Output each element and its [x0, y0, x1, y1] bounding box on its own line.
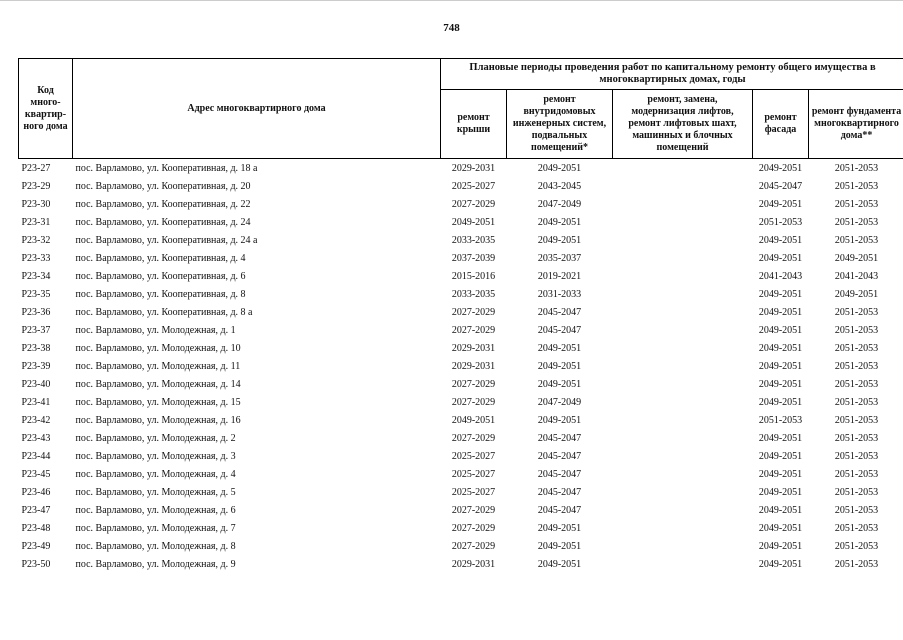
header-roof-repair: ремонт крыши	[441, 90, 507, 159]
address-cell: пос. Варламово, ул. Кооперативная, д. 24 а	[75, 234, 258, 246]
table-row	[19, 537, 903, 555]
facade-period-cell: 2049-2051	[758, 558, 803, 570]
elevators-period-cell	[613, 303, 753, 321]
house-code-cell: Р23-33	[21, 252, 51, 264]
roof-period-cell: 2025-2027	[451, 180, 496, 192]
elevators-period-cell	[613, 195, 753, 213]
facade-period-cell: 2049-2051	[758, 342, 803, 354]
table-row	[19, 447, 903, 465]
house-code-cell: Р23-42	[21, 414, 51, 426]
address-cell: пос. Варламово, ул. Молодежная, д. 5	[75, 486, 236, 498]
table-row	[19, 195, 903, 213]
foundation-period-cell: 2049-2051	[834, 288, 879, 300]
foundation-period-cell: 2051-2053	[834, 324, 879, 336]
elevators-period-cell	[613, 447, 753, 465]
foundation-period-cell: 2051-2053	[834, 162, 879, 174]
table-row	[19, 393, 903, 411]
foundation-period-cell: 2051-2053	[834, 360, 879, 372]
systems-period-cell: 2049-2051	[537, 558, 582, 570]
house-code-cell: Р23-36	[21, 306, 51, 318]
roof-period-cell: 2027-2029	[451, 432, 496, 444]
foundation-period-cell: 2051-2053	[834, 180, 879, 192]
header-address: Адрес многоквартирного дома	[73, 59, 441, 159]
systems-period-cell: 2047-2049	[537, 396, 582, 408]
capital-repair-schedule-table	[18, 58, 903, 573]
roof-period-cell: 2049-2051	[451, 216, 496, 228]
house-code-cell: Р23-48	[21, 522, 51, 534]
house-code-cell: Р23-47	[21, 504, 51, 516]
foundation-period-cell: 2051-2053	[834, 468, 879, 480]
roof-period-cell: 2033-2035	[451, 288, 496, 300]
foundation-period-cell: 2051-2053	[834, 198, 879, 210]
address-cell: пос. Варламово, ул. Кооперативная, д. 18 а	[75, 162, 258, 174]
facade-period-cell: 2049-2051	[758, 468, 803, 480]
foundation-period-cell: 2051-2053	[834, 558, 879, 570]
roof-period-cell: 2027-2029	[451, 522, 496, 534]
address-cell: пос. Варламово, ул. Молодежная, д. 9	[75, 558, 236, 570]
systems-period-cell: 2045-2047	[537, 468, 582, 480]
elevators-period-cell	[613, 375, 753, 393]
house-code-cell: Р23-43	[21, 432, 51, 444]
header-systems-repair: ремонт внутридомовых инженерных систем, подвальных помещений*	[507, 90, 613, 159]
systems-period-cell: 2049-2051	[537, 342, 582, 354]
roof-period-cell: 2029-2031	[451, 360, 496, 372]
page-top-edge	[0, 0, 903, 1]
table-row	[19, 231, 903, 249]
header-elevators-repair: ремонт, замена, модернизация лифтов, ремонт лифтовых шахт, машинных и блочных помещений	[613, 90, 753, 159]
facade-period-cell: 2049-2051	[758, 504, 803, 516]
page-number: 748	[443, 22, 460, 34]
table-row	[19, 339, 903, 357]
address-cell: пос. Варламово, ул. Кооперативная, д. 6	[75, 270, 246, 282]
table-row	[19, 303, 903, 321]
table-row	[19, 411, 903, 429]
address-cell: пос. Варламово, ул. Молодежная, д. 1	[75, 324, 236, 336]
table-row	[19, 501, 903, 519]
facade-period-cell: 2049-2051	[758, 540, 803, 552]
facade-period-cell: 2049-2051	[758, 396, 803, 408]
elevators-period-cell	[613, 357, 753, 375]
house-code-cell: Р23-41	[21, 396, 51, 408]
address-cell: пос. Варламово, ул. Молодежная, д. 6	[75, 504, 236, 516]
table-row	[19, 357, 903, 375]
roof-period-cell: 2049-2051	[451, 414, 496, 426]
roof-period-cell: 2015-2016	[451, 270, 496, 282]
foundation-period-cell: 2051-2053	[834, 432, 879, 444]
elevators-period-cell	[613, 339, 753, 357]
facade-period-cell: 2049-2051	[758, 306, 803, 318]
foundation-period-cell: 2051-2053	[834, 234, 879, 246]
elevators-period-cell	[613, 501, 753, 519]
foundation-period-cell: 2051-2053	[834, 486, 879, 498]
systems-period-cell: 2043-2045	[537, 180, 582, 192]
systems-period-cell: 2045-2047	[537, 432, 582, 444]
address-cell: пос. Варламово, ул. Молодежная, д. 4	[75, 468, 236, 480]
header-planned-periods: Плановые периоды проведения работ по капитальному ремонту общего имущества в многоквартирных домах, годы	[441, 59, 903, 90]
foundation-period-cell: 2051-2053	[834, 216, 879, 228]
table-row	[19, 249, 903, 267]
table-row	[19, 321, 903, 339]
systems-period-cell: 2049-2051	[537, 540, 582, 552]
house-code-cell: Р23-27	[21, 162, 51, 174]
systems-period-cell: 2045-2047	[537, 504, 582, 516]
address-cell: пос. Варламово, ул. Молодежная, д. 15	[75, 396, 241, 408]
address-cell: пос. Варламово, ул. Молодежная, д. 7	[75, 522, 236, 534]
foundation-period-cell: 2051-2053	[834, 396, 879, 408]
foundation-period-cell: 2051-2053	[834, 522, 879, 534]
roof-period-cell: 2027-2029	[451, 324, 496, 336]
foundation-period-cell: 2051-2053	[834, 450, 879, 462]
systems-period-cell: 2049-2051	[537, 414, 582, 426]
facade-period-cell: 2049-2051	[758, 234, 803, 246]
house-code-cell: Р23-34	[21, 270, 51, 282]
header-facade-repair: ремонт фасада	[753, 90, 809, 159]
systems-period-cell: 2049-2051	[537, 162, 582, 174]
address-cell: пос. Варламово, ул. Молодежная, д. 14	[75, 378, 241, 390]
house-code-cell: Р23-49	[21, 540, 51, 552]
foundation-period-cell: 2051-2053	[834, 504, 879, 516]
foundation-period-cell: 2051-2053	[834, 378, 879, 390]
house-code-cell: Р23-45	[21, 468, 51, 480]
facade-period-cell: 2051-2053	[758, 414, 803, 426]
table-row	[19, 465, 903, 483]
roof-period-cell: 2027-2029	[451, 198, 496, 210]
facade-period-cell: 2049-2051	[758, 522, 803, 534]
address-cell: пос. Варламово, ул. Кооперативная, д. 24	[75, 216, 251, 228]
roof-period-cell: 2027-2029	[451, 396, 496, 408]
table-row	[19, 285, 903, 303]
table-row	[19, 267, 903, 285]
header-code: Код много-квартир-ного дома	[19, 59, 73, 159]
roof-period-cell: 2025-2027	[451, 486, 496, 498]
foundation-period-cell: 2041-2043	[834, 270, 879, 282]
elevators-period-cell	[613, 177, 753, 195]
roof-period-cell: 2029-2031	[451, 558, 496, 570]
house-code-cell: Р23-37	[21, 324, 51, 336]
roof-period-cell: 2025-2027	[451, 468, 496, 480]
systems-period-cell: 2049-2051	[537, 360, 582, 372]
house-code-cell: Р23-29	[21, 180, 51, 192]
elevators-period-cell	[613, 393, 753, 411]
address-cell: пос. Варламово, ул. Кооперативная, д. 22	[75, 198, 251, 210]
roof-period-cell: 2027-2029	[451, 378, 496, 390]
table-row	[19, 213, 903, 231]
elevators-period-cell	[613, 537, 753, 555]
house-code-cell: Р23-44	[21, 450, 51, 462]
elevators-period-cell	[613, 231, 753, 249]
table-row	[19, 519, 903, 537]
facade-period-cell: 2049-2051	[758, 360, 803, 372]
facade-period-cell: 2049-2051	[758, 450, 803, 462]
elevators-period-cell	[613, 483, 753, 501]
foundation-period-cell: 2051-2053	[834, 540, 879, 552]
elevators-period-cell	[613, 411, 753, 429]
facade-period-cell: 2049-2051	[758, 162, 803, 174]
systems-period-cell: 2049-2051	[537, 234, 582, 246]
facade-period-cell: 2049-2051	[758, 486, 803, 498]
roof-period-cell: 2027-2029	[451, 504, 496, 516]
systems-period-cell: 2031-2033	[537, 288, 582, 300]
facade-period-cell: 2049-2051	[758, 378, 803, 390]
address-cell: пос. Варламово, ул. Кооперативная, д. 8 а	[75, 306, 253, 318]
elevators-period-cell	[613, 555, 753, 573]
elevators-period-cell	[613, 249, 753, 267]
address-cell: пос. Варламово, ул. Молодежная, д. 2	[75, 432, 236, 444]
house-code-cell: Р23-30	[21, 198, 51, 210]
house-code-cell: Р23-50	[21, 558, 51, 570]
house-code-cell: Р23-31	[21, 216, 51, 228]
systems-period-cell: 2047-2049	[537, 198, 582, 210]
elevators-period-cell	[613, 213, 753, 231]
table-row	[19, 483, 903, 501]
elevators-period-cell	[613, 429, 753, 447]
address-cell: пос. Варламово, ул. Молодежная, д. 8	[75, 540, 236, 552]
address-cell: пос. Варламово, ул. Молодежная, д. 16	[75, 414, 241, 426]
foundation-period-cell: 2051-2053	[834, 306, 879, 318]
table-row	[19, 177, 903, 195]
elevators-period-cell	[613, 519, 753, 537]
house-code-cell: Р23-35	[21, 288, 51, 300]
foundation-period-cell: 2049-2051	[834, 252, 879, 264]
systems-period-cell: 2049-2051	[537, 378, 582, 390]
house-code-cell: Р23-39	[21, 360, 51, 372]
house-code-cell: Р23-32	[21, 234, 51, 246]
header-row-group	[19, 59, 903, 90]
systems-period-cell: 2049-2051	[537, 216, 582, 228]
address-cell: пос. Варламово, ул. Кооперативная, д. 8	[75, 288, 246, 300]
table-row	[19, 159, 903, 178]
address-cell: пос. Варламово, ул. Кооперативная, д. 20	[75, 180, 251, 192]
systems-period-cell: 2045-2047	[537, 486, 582, 498]
elevators-period-cell	[613, 285, 753, 303]
systems-period-cell: 2045-2047	[537, 306, 582, 318]
roof-period-cell: 2027-2029	[451, 540, 496, 552]
facade-period-cell: 2051-2053	[758, 216, 803, 228]
elevators-period-cell	[613, 159, 753, 178]
facade-period-cell: 2041-2043	[758, 270, 803, 282]
systems-period-cell: 2045-2047	[537, 324, 582, 336]
systems-period-cell: 2049-2051	[537, 522, 582, 534]
facade-period-cell: 2049-2051	[758, 288, 803, 300]
systems-period-cell: 2045-2047	[537, 450, 582, 462]
elevators-period-cell	[613, 321, 753, 339]
foundation-period-cell: 2051-2053	[834, 342, 879, 354]
house-code-cell: Р23-40	[21, 378, 51, 390]
header-foundation-repair: ремонт фундамента многоквартирного дома**	[809, 90, 903, 159]
facade-period-cell: 2049-2051	[758, 432, 803, 444]
elevators-period-cell	[613, 267, 753, 285]
house-code-cell: Р23-46	[21, 486, 51, 498]
table-body	[19, 159, 903, 574]
table-row	[19, 555, 903, 573]
address-cell: пос. Варламово, ул. Кооперативная, д. 4	[75, 252, 246, 264]
systems-period-cell: 2035-2037	[537, 252, 582, 264]
facade-period-cell: 2049-2051	[758, 198, 803, 210]
facade-period-cell: 2049-2051	[758, 324, 803, 336]
table-row	[19, 429, 903, 447]
roof-period-cell: 2029-2031	[451, 162, 496, 174]
facade-period-cell: 2045-2047	[758, 180, 803, 192]
address-cell: пос. Варламово, ул. Молодежная, д. 10	[75, 342, 241, 354]
address-cell: пос. Варламово, ул. Молодежная, д. 11	[75, 360, 241, 372]
house-code-cell: Р23-38	[21, 342, 51, 354]
address-cell: пос. Варламово, ул. Молодежная, д. 3	[75, 450, 236, 462]
elevators-period-cell	[613, 465, 753, 483]
roof-period-cell: 2027-2029	[451, 306, 496, 318]
foundation-period-cell: 2051-2053	[834, 414, 879, 426]
roof-period-cell: 2029-2031	[451, 342, 496, 354]
table-row	[19, 375, 903, 393]
roof-period-cell: 2037-2039	[451, 252, 496, 264]
systems-period-cell: 2019-2021	[537, 270, 582, 282]
facade-period-cell: 2049-2051	[758, 252, 803, 264]
roof-period-cell: 2025-2027	[451, 450, 496, 462]
roof-period-cell: 2033-2035	[451, 234, 496, 246]
